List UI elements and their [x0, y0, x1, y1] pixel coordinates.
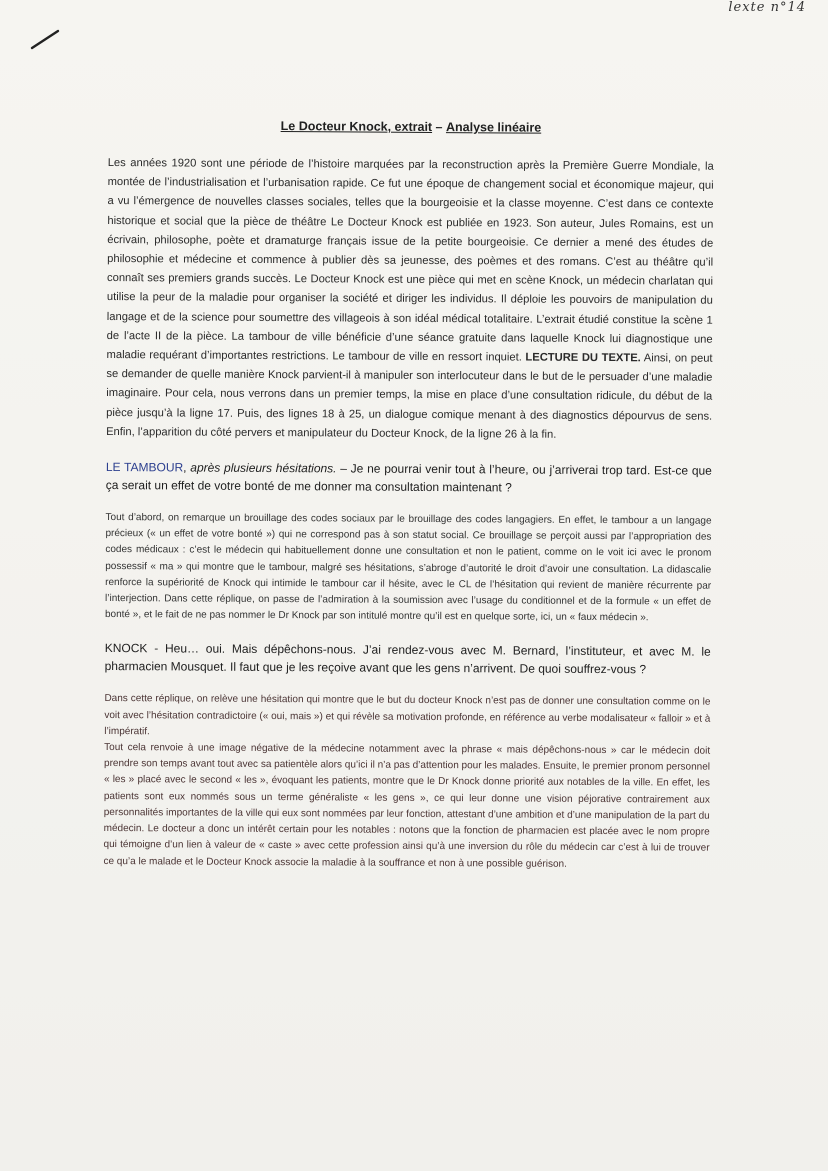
- title-dash: –: [432, 119, 447, 135]
- speaker-tambour: LE TAMBOUR: [105, 460, 184, 475]
- dialogue-knock: [105, 639, 711, 679]
- page-title: [108, 118, 714, 136]
- title-main: Le Docteur Knock, extrait: [280, 119, 433, 134]
- tambour-line: – Je ne pourrai venir tout à l’heure, ou j’arriverai trop tard. Est-ce que ça serait un effet de votre bonté de me donner ma consultation maintenant ?: [105, 461, 712, 495]
- pen-stroke-mark: [30, 28, 62, 50]
- document-content: [103, 118, 714, 873]
- title-sub: Analyse linéaire: [445, 120, 542, 135]
- intro-text-after: Ainsi, on peut se demander de quelle manière Knock parvient-il à manipuler son interlocuteur dans le but de le persuader d’une maladie imaginaire. Pour cela, nous verrons dans un premier temps, la mise en place d’une consultation ridicule, du début de la pièce jusqu’à la ligne 17. Puis, des lignes 18 à 25, un dialogue comique menant à des diagnostics dépourvus de sens. Enfin, l’apparition du côté pervers et manipulateur du Docteur Knock, de la ligne 26 à la fin.: [106, 352, 713, 441]
- introduction-paragraph: [106, 154, 714, 446]
- analysis-paragraph: Dans cette réplique, on relève une hésitation qui montre que le but du docteur Knock n’est pas de donner une consultation comme on le voit avec l’hésitation contradictoire (« oui, mais ») et qui révèle sa motivation profonde, en référence au verbe modalisateur « falloir » et à l’impératif.: [104, 693, 711, 738]
- dialogue-tambour: LE TAMBOUR, après plusieurs hésitations. – Je ne pourrai venir tout à l’heure, ou j’arriverai trop tard. Est-ce que ça serait un effet de votre bonté de me donner ma consultation maintenant ?: [105, 460, 712, 495]
- knock-line: - Heu… oui. Mais dépêchons-nous. J’ai rendez-vous avec M. Bernard, l’instituteur, et avec M. le pharmacien Mousquet. Il faut que je les reçoive avant que les gens n’arrivent. De quoi souffrez-vous ?: [104, 641, 711, 677]
- handwritten-note: lexte n°14: [728, 0, 806, 15]
- speaker-knock: KNOCK: [104, 641, 148, 656]
- intro-text-before: Les années 1920 sont une période de l’histoire marquées par la reconstruction après la Première Guerre Mondiale, la montée de l’industrialisation et l’urbanisation rapide. Ce fut une époque de changement social et économique majeur, qui a vu l’émergence de nouvelles classes sociales, telles que la bourgeoisie et la classe moyenne. C’est dans ce contexte historique et social que la pièce de théâtre Le Docteur Knock est publiée en 1923. Son auteur, Jules Romains, est un écrivain, philosophe, poète et dramaturge français issue de la petite bourgeoisie. Ce dernier a mené des études de philosophie et médecine et commence à publier dès sa jeunesse, des poèmes et des romans. C’est au théâtre qu’il connaît ses premiers grands succès. Le Docteur Knock est une pièce qui met en scène Knock, un médecin charlatan qui utilise la peur de la maladie pour organiser la société et diriger les individus. Il déploie les pouvoirs de manipulation du langage et de la science pour soumettre des villageois à son idéal médical totalitaire. L’extrait étudié constitue la scène 1 de l’acte II de la pièce. La tambour de ville bénéficie d’une séance gratuite dans laquelle Knock lui diagnostique une maladie requérant d’importantes restrictions. Le tambour de ville en ressort inquiet.: [106, 156, 714, 364]
- analysis-tambour: [105, 510, 712, 627]
- analysis-paragraph: Tout d’abord, on remarque un brouillage des codes sociaux par le brouillage des codes langagiers. En effet, le tambour a un langage précieux (« un effet de votre bonté ») qui ne correspond pas à son statut social. Ce brouillage se perçoit aussi par l’appropriation des codes médicaux : c’est le médecin qui habituellement donne une consultation et non le patient, comme on le voit ici avec le pronom possessif « ma » qui montre que le tambour, malgré ses hésitations, s’abroge d’autorité le droit d’avoir une consultation. La didascalie renforce la supériorité de Knock qui intimide le tambour car il hésite, avec le CL de l’hésitation qui revient de manière récurrente par l’interjection. Dans cette réplique, on passe de l’admiration à la soumission avec l’usage du conditionnel et de la formule « un effet de bonté », et le fait de ne pas nommer le Dr Knock par son intitulé montre qu’il est en quelque sorte, ici, un « faux médecin ».: [104, 512, 712, 624]
- analysis-knock: [103, 691, 710, 873]
- stage-direction: après plusieurs hésitations.: [190, 460, 337, 476]
- analysis-paragraph: Tout cela renvoie à une image négative de la médecine notamment avec la phrase « mais dépêchons-nous » car le médecin doit prendre son temps avant tout avec sa patientèle alors qu’ici il n’a pas d’attention pour les malades. Ensuite, le premier pronom personnel « les » placé avec le second « les », évoquant les patients, montre que le Dr Knock donne priorité aux notables de la ville. En effet, les patients sont eux nommés sous un terme généraliste « les gens », ce qui leur donne une vision péjorative contrairement aux personnalités importantes de la ville qui eux sont nommées par leur fonction, attestant d’une ambition et d’une manipulation de la part du médecin. Le docteur a donc un intérêt certain pour les notables : notons que la fonction de pharmacien est placée avec le nom propre qui témoigne d’un lien à valeur de « caste » avec cette profession ainsi qu’à une inversion du rôle du médecin car c’est à lui de trouver ce qu’a le malade et le Docteur Knock associe la maladie à la souffrance et non à une possible guérison.: [103, 742, 711, 870]
- lecture-du-texte: LECTURE DU TEXTE.: [525, 351, 641, 365]
